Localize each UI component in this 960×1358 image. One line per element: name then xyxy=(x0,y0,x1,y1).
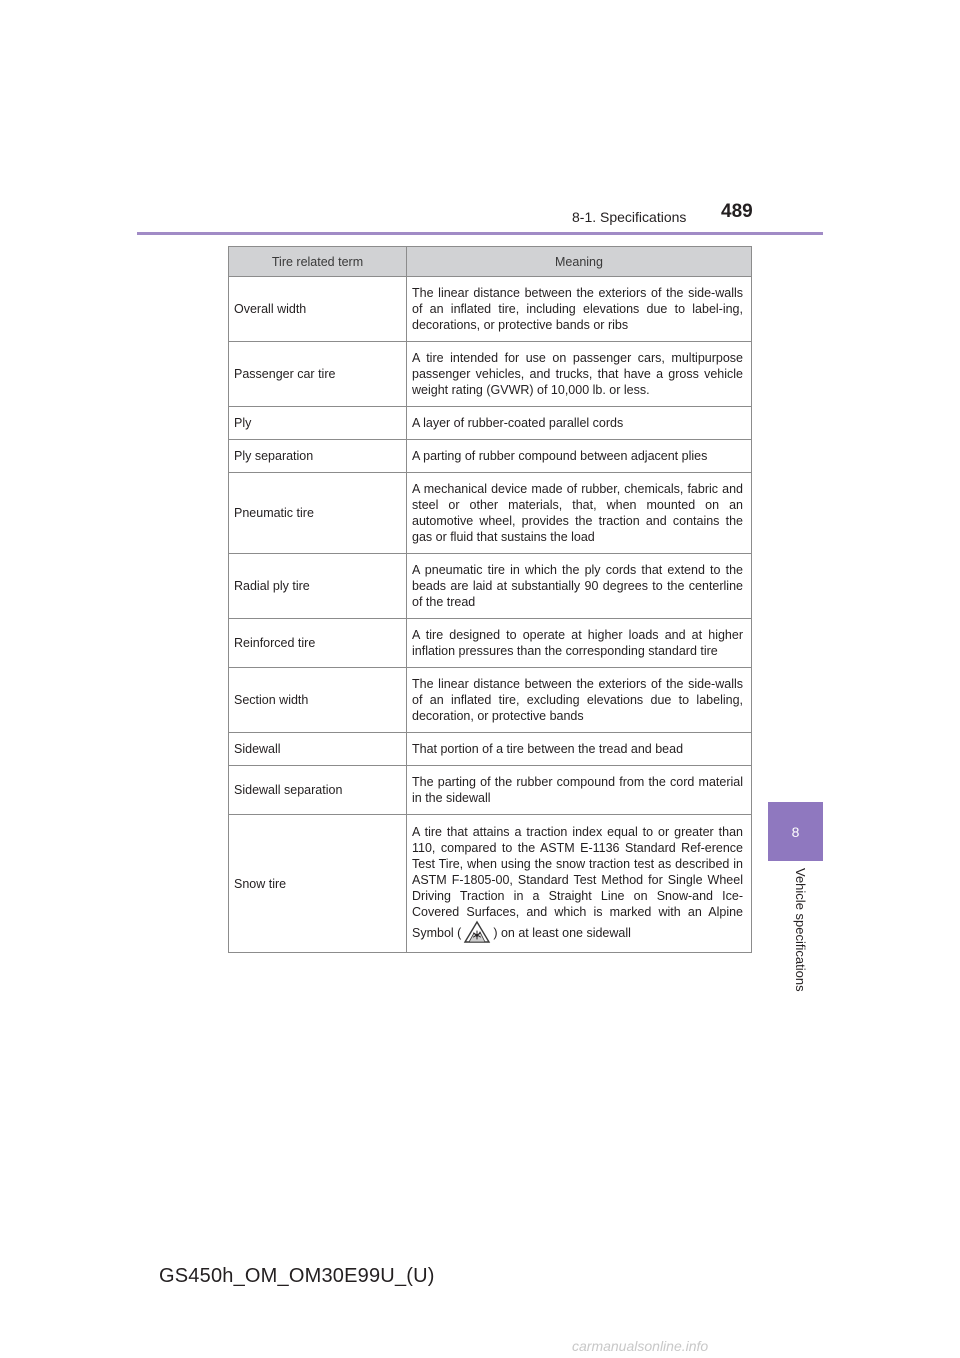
table-row xyxy=(229,440,752,473)
term-cell: Radial ply tire xyxy=(229,554,407,619)
table-row xyxy=(229,277,752,342)
term-cell: Pneumatic tire xyxy=(229,473,407,554)
meaning-cell: The linear distance between the exteriors of the side-walls of an inflated tire, excluding elevations due to labeling, decoration, or protective bands xyxy=(407,668,752,733)
table-row xyxy=(229,815,752,953)
page-number: 489 xyxy=(721,201,753,222)
column-header-meaning: Meaning xyxy=(407,247,752,277)
section-title: 8-1. Specifications xyxy=(572,209,687,225)
term-cell: Sidewall separation xyxy=(229,766,407,815)
header-divider xyxy=(137,232,823,235)
chapter-number: 8 xyxy=(791,823,800,840)
term-cell: Passenger car tire xyxy=(229,342,407,407)
chapter-tab[interactable] xyxy=(768,802,823,861)
table-row xyxy=(229,554,752,619)
term-cell: Ply xyxy=(229,407,407,440)
table-row xyxy=(229,619,752,668)
meaning-cell: A tire intended for use on passenger cars, multipurpose passenger vehicles, and trucks, that have a gross vehicle weight rating (GVWR) of 10,000 lb. or less. xyxy=(407,342,752,407)
meaning-cell: A mechanical device made of rubber, chemicals, fabric and steel or other materials, that, when mounted on an automotive wheel, provides the traction and contains the gas or fluid that sustains the load xyxy=(407,473,752,554)
table-row xyxy=(229,407,752,440)
table-row xyxy=(229,473,752,554)
meaning-cell: That portion of a tire between the tread and bead xyxy=(407,733,752,766)
meaning-text-before-icon: A tire that attains a traction index equal to or greater than 110, compared to the ASTM E-1136 Standard Ref-erence Test Tire, when using the snow traction test as described in ASTM F-1805-00, Standard Test Method for Single Wheel Driving Traction in a Straight Line on Snow-and Ice-Covered Surfaces, and which is marked with an Alpine Symbol ( xyxy=(412,824,743,940)
meaning-cell: A parting of rubber compound between adjacent plies xyxy=(407,440,752,473)
term-cell: Snow tire xyxy=(229,815,407,953)
document-code: GS450h_OM_OM30E99U_(U) xyxy=(159,1265,435,1287)
table-row xyxy=(229,733,752,766)
term-cell: Ply separation xyxy=(229,440,407,473)
tire-terms-table xyxy=(228,246,752,953)
table-row xyxy=(229,668,752,733)
meaning-cell: A layer of rubber-coated parallel cords xyxy=(407,407,752,440)
meaning-cell xyxy=(407,815,752,953)
chapter-label: Vehicle specifications xyxy=(793,868,808,992)
meaning-text-after-icon: ) on at least one sidewall xyxy=(493,925,631,940)
alpine-symbol-icon xyxy=(463,920,491,944)
table-row xyxy=(229,342,752,407)
meaning-cell: A pneumatic tire in which the ply cords that extend to the beads are laid at substantially 90 degrees to the centerline of the tread xyxy=(407,554,752,619)
meaning-cell: The parting of the rubber compound from the cord material in the sidewall xyxy=(407,766,752,815)
meaning-cell: The linear distance between the exteriors of the side-walls of an inflated tire, including elevations due to label-ing, decorations, or protective bands or ribs xyxy=(407,277,752,342)
term-cell: Sidewall xyxy=(229,733,407,766)
table-row xyxy=(229,766,752,815)
meaning-cell: A tire designed to operate at higher loads and at higher inflation pressures than the corresponding standard tire xyxy=(407,619,752,668)
watermark: carmanualsonline.info xyxy=(572,1338,709,1354)
term-cell: Reinforced tire xyxy=(229,619,407,668)
term-cell: Section width xyxy=(229,668,407,733)
table-header-row xyxy=(229,247,752,277)
column-header-term: Tire related term xyxy=(229,247,407,277)
term-cell: Overall width xyxy=(229,277,407,342)
